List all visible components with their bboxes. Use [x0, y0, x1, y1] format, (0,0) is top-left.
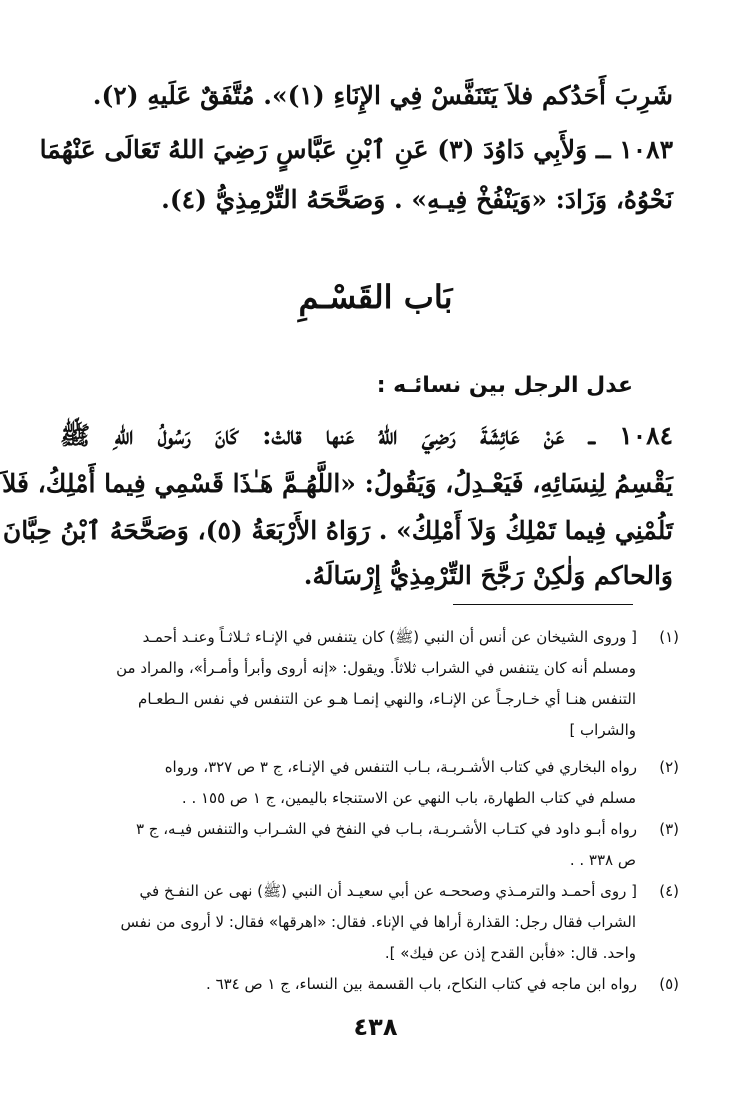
page-number: ٤٣٨	[353, 1013, 398, 1041]
hadith-1084-line-1: ١٠٨٤ ــ عَنْ عَائِشَةَ رَضِيَ اللهُ عَنها قالتْ: كَانَ رَسُولُ اللهِ ﷺ	[60, 421, 673, 450]
hadith-1084-line-4: وَالحاكم وَلٰكِنْ رَجَّحَ التِّرْمِذِيُّ إِرْسَالَهُ.	[303, 561, 673, 590]
footnote-1-line-2: ومسلم أنه كان يتنفس في الشراب ثلاثاً. ويقول: «إنه أروى وأبرأ وأمـرأ»، والمراد من	[116, 659, 636, 677]
footnote-2-line-2: مسلم في كتاب الطهارة، باب النهي عن الاستنجاء باليمين، ج ١ ص ١٥٥ . .	[181, 789, 636, 807]
footnote-3-line-1	[72, 814, 679, 845]
footnote-2-text: رواه البخاري في كتاب الأشـربـة، بـاب التنفس في الإنـاء، ج ٣ ص ٣٢٧، ورواه	[164, 758, 637, 776]
hadith-1084-line-3: تَلُمْنِي فِيما تَمْلِكُ وَلاَ أَمْلِكُ» . رَوَاهُ الأَرْبَعَةُ (٥)، وَصَحَّحَهُ ٱبْنُ حِبَّانَ	[2, 516, 673, 545]
footnote-3-number: (٣)	[659, 820, 679, 838]
footnote-5-text: رواه ابن ماجه في كتاب النكاح، باب القسمة بين النساء، ج ١ ص ٦٣٤ .	[206, 975, 637, 993]
footnote-3-text: رواه أبـو داود في كتـاب الأشـربـة، بـاب في النفخ في الشـراب والتنفس فيـه، ج ٣	[135, 820, 637, 838]
footnote-3-line-2: ص ٣٣٨ . .	[569, 851, 636, 869]
footnote-4-line-2: الشراب فقال رجل: القذارة أراها في الإناء. فقال: «اهرقها» فقال: لا أروى من نفس	[120, 913, 636, 931]
footnote-1-line-1	[72, 622, 679, 653]
footnote-1-line-3: التنفس هنـا أي خـارجـاً عن الإنـاء، والنهي إنمـا هـو عن التنفس في نفس الـطعـام	[138, 690, 636, 708]
footnote-5-line-1	[72, 969, 679, 1000]
footnote-4-number: (٤)	[659, 882, 679, 900]
main-text-line-3: نَحْوُهُ، وَزَادَ: «وَيَنْفُخْ فِيـهِ» . وَصَحَّحَهُ التِّرْمِذِيُّ (٤).	[161, 185, 673, 214]
footnote-5-number: (٥)	[659, 975, 679, 993]
footnote-2-number: (٢)	[659, 758, 679, 776]
footnote-1-line-4: والشراب ]	[569, 721, 636, 739]
hadith-1084-line-2: يَقْسِمُ لِنِسَائِهِ، فَيَعْـدِلُ، وَيَقُولُ: «اللَّهُـمَّ هَـٰذَا قَسْمِي فِيما أَمْلِكُ، فَلاَ	[2, 469, 673, 498]
footnote-1-number: (١)	[659, 628, 679, 646]
main-text-line-2: ١٠٨٣ ــ وَلأَبِي دَاوُدَ (٣) عَنِ ٱبْنِ عَبَّاسٍ رَضِيَ اللهُ تَعَالَى عَنْهُمَا	[39, 135, 673, 164]
footnote-4-line-1	[72, 876, 679, 907]
footnote-4-text: [ روى أحمـد والترمـذي وصححـه عن أبي سعيـد أن النبي (ﷺ) نهى عن النفـخ في	[139, 882, 637, 900]
footnote-separator	[453, 604, 633, 605]
main-text-line-1: شَرِبَ أَحَدُكم فلاَ يَتَنَفَّسْ فِي الإِنَاءِ (١)». مُتَّفَقٌ عَلَيهِ (٢).	[92, 81, 673, 110]
section-heading: عدل الرجل بين نسائـه :	[376, 373, 633, 398]
footnote-2-line-1	[72, 752, 679, 783]
chapter-title: بَاب القَسْـمِ	[298, 278, 453, 316]
footnote-4-line-3: واحد. قال: «فأبن القدح إذن عن فيك» ].	[384, 944, 636, 962]
footnote-1-text: [ وروى الشيخان عن أنس أن النبي (ﷺ) كان يتنفس في الإنـاء ثـلاثـاً وعنـد أحمـد	[142, 628, 637, 646]
